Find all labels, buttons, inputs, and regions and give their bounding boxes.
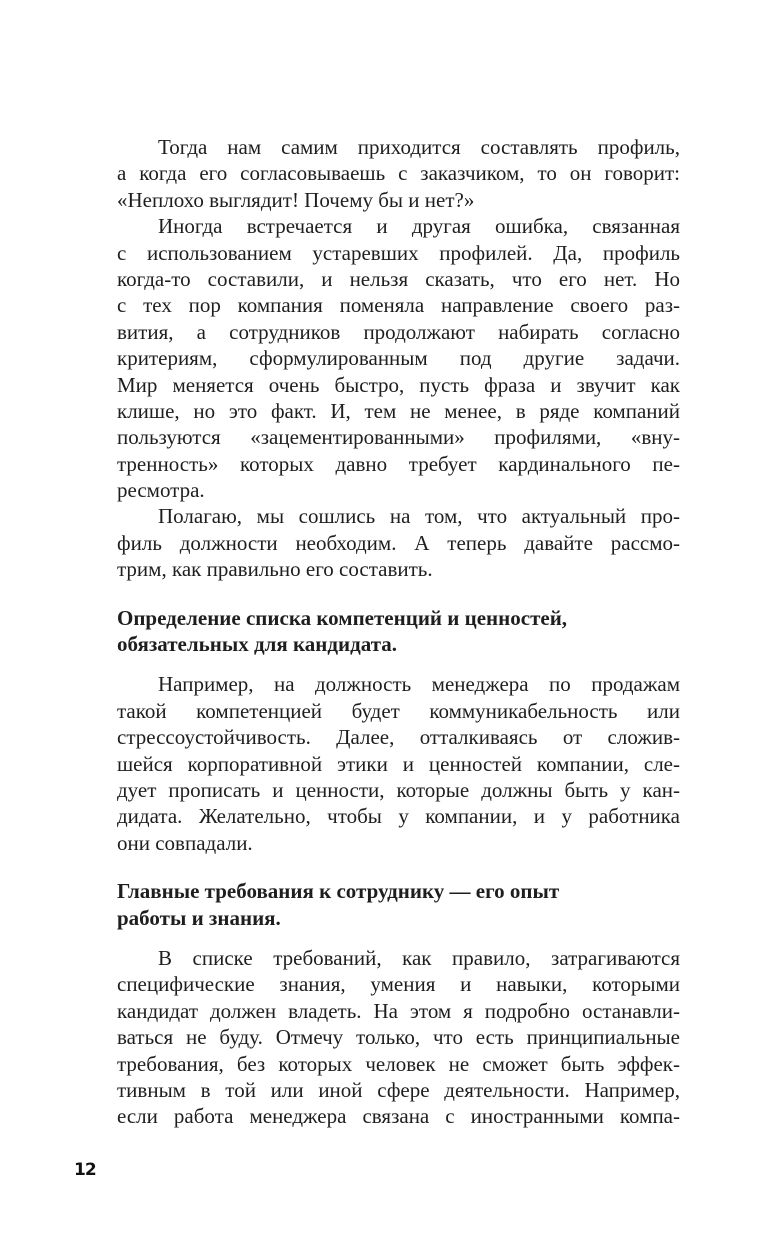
section-heading (117, 605, 680, 658)
text-line: специфические знания, умения и навыки, которыми (117, 972, 680, 997)
text-line: Например, на должность менеджера по продажам (158, 672, 680, 697)
paragraph (117, 671, 680, 856)
text-line: В списке требований, как правило, затрагиваются (158, 945, 680, 970)
text-line: если работа менеджера связана с иностранными компа- (117, 1104, 680, 1129)
page-number: 12 (74, 1160, 96, 1180)
text-line: филь должности необходим. А теперь давайте рассмо- (117, 530, 680, 555)
section-heading (117, 878, 680, 931)
text-line: тренность» которых давно требует кардинального пе- (117, 451, 680, 476)
text-line: ваться не буду. Отмечу только, что есть принципиальные (117, 1025, 680, 1050)
paragraph (117, 945, 680, 1130)
book-page (117, 134, 680, 1130)
text-line: тивным в той или иной сфере деятельности. Например, (117, 1077, 680, 1102)
text-line: вития, а сотрудников продолжают набирать согласно (117, 319, 680, 344)
paragraph (117, 503, 680, 582)
text-line: требования, без которых человек не сможет быть эффек- (117, 1051, 680, 1076)
text-line: а когда его согласовываешь с заказчиком, то он говорит: (117, 161, 680, 186)
text-line: Определение списка компетенций и ценностей, (117, 605, 568, 630)
paragraph (117, 134, 680, 213)
text-line: Полагаю, мы сошлись на том, что актуальный про- (158, 504, 680, 529)
text-line: «Неплохо выглядит! Почему бы и нет?» (117, 187, 475, 212)
text-line: стрессоустойчивость. Далее, отталкиваясь от сложив- (117, 725, 680, 750)
text-line: Главные требования к сотруднику — его опыт (117, 879, 560, 904)
text-line: они совпадали. (117, 830, 253, 855)
text-line: ресмотра. (117, 478, 205, 503)
text-line: трим, как правильно его составить. (117, 557, 433, 582)
text-line: пользуются «зацементированными» профилями, «вну- (117, 425, 680, 450)
text-line: когда-то составили, и нельзя сказать, что его нет. Но (117, 266, 680, 291)
text-line: Тогда нам самим приходится составлять профиль, (158, 135, 680, 159)
text-line: с тех пор компания поменяла направление своего раз- (117, 293, 680, 318)
text-line: критериям, сформулированным под другие задачи. (117, 346, 680, 371)
text-line: Мир меняется очень быстро, пусть фраза и звучит как (117, 372, 680, 397)
text-line: кандидат должен владеть. На этом я подробно останавли- (117, 998, 680, 1023)
text-line: дует прописать и ценности, которые должны быть у кан- (117, 777, 680, 802)
text-line: с использованием устаревших профилей. Да, профиль (117, 240, 680, 265)
text-line: дидата. Желательно, чтобы у компании, и у работника (117, 804, 680, 829)
text-line: работы и знания. (117, 905, 281, 930)
text-line: такой компетенцией будет коммуникабельность или (117, 698, 680, 723)
text-line: шейся корпоративной этики и ценностей компании, сле- (117, 751, 680, 776)
text-line: Иногда встречается и другая ошибка, связанная (158, 214, 680, 239)
text-line: обязательных для кандидата. (117, 632, 398, 657)
text-line: клише, но это факт. И, тем не менее, в ряде компаний (117, 398, 680, 423)
paragraph (117, 213, 680, 503)
